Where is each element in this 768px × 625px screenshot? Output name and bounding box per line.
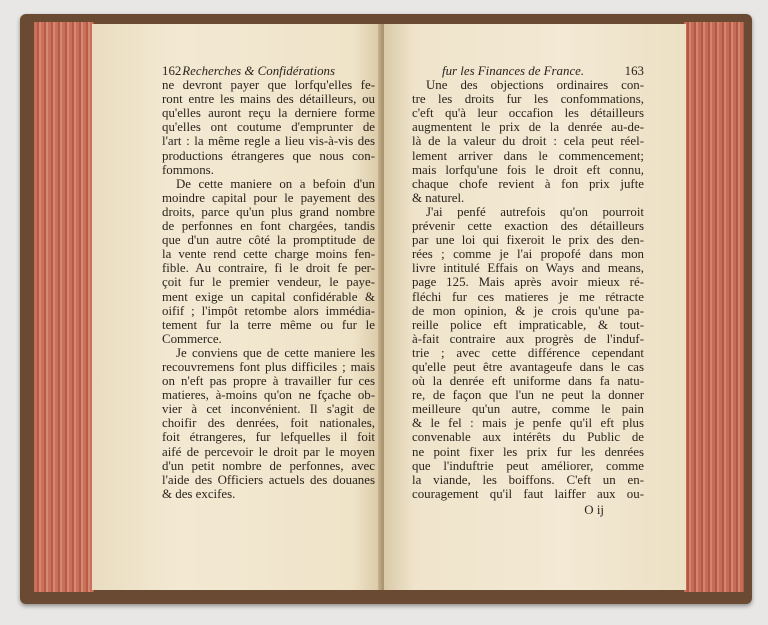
text-line: de perfonnes en font chargées, tandis xyxy=(162,219,375,234)
text-line: vier à cet inconvénient. Il s'agit de xyxy=(162,402,375,417)
page-number: 163 xyxy=(624,64,644,78)
text-line: on n'eft pas propre à travailler fur ces xyxy=(162,374,375,389)
text-line: que d'un autre côté la promptitude de xyxy=(162,233,375,248)
text-line: lement arriver dans le commencement; xyxy=(412,148,644,163)
text-line: ne point fixer les prix fur les denrées xyxy=(412,444,644,459)
text-line: & des excifes. xyxy=(162,486,236,501)
text-line: fible. Au contraire, fi le droit fe per- xyxy=(162,261,375,276)
running-head xyxy=(162,64,375,78)
text-line: J'ai penfé autrefois qu'on pourroit xyxy=(426,204,644,219)
text-line: augmentent le prix de la denrée au-de- xyxy=(412,120,644,135)
signature-mark: O ij xyxy=(584,502,604,517)
text-line: matieres, à-moins qu'on ne fçache ob- xyxy=(162,388,375,403)
text-line: droits, parce qu'un plus grand nombre xyxy=(162,204,375,219)
text-line: c'eft qu'à leur occafion les détailleurs xyxy=(412,106,644,121)
page-number: 162 xyxy=(162,64,182,78)
text-line: la viande, les boiffons. C'eft un en- xyxy=(412,472,644,487)
text-line: rées ; comme je l'ai propofé dans mon xyxy=(412,247,644,262)
text-line: l'aide des Officiers actuels des douanes xyxy=(162,472,375,487)
text-line: re, de façon que l'un ne peut la donner xyxy=(412,388,644,403)
text-line: moindre capital pour le payement des xyxy=(162,190,375,205)
left-page xyxy=(92,24,382,590)
text-line: trie ; avec cette différence cependant xyxy=(412,345,644,360)
text-line: Une des objections ordinaires con- xyxy=(426,78,644,93)
text-line: fléchi fur ces matieres je me rétracte xyxy=(412,289,644,304)
text-line: prévenir cette exaction des détailleurs xyxy=(412,219,644,234)
text-line: & naturel. xyxy=(412,190,465,205)
text-line: convenable aux intérêts du Public de xyxy=(412,430,644,445)
text-line: livre intitulé Effais on Ways and means, xyxy=(412,261,644,276)
right-page xyxy=(384,24,686,590)
text-line: page 125. Mais après avoir mieux ré- xyxy=(412,275,644,290)
text-line: mais lorfqu'une fois le droit eft connu, xyxy=(412,162,644,177)
text-line: la vente rend cette charge moins fen- xyxy=(162,247,375,262)
text-line: qu'elle peut être avantageufe dans le cas xyxy=(412,359,644,374)
running-title: Recherches & Confidérations xyxy=(182,64,335,78)
text-line: là de la valeur du droit : cela peut réel- xyxy=(412,134,644,149)
running-head xyxy=(412,64,644,78)
text-line: Commerce. xyxy=(162,331,222,346)
left-page-edges xyxy=(34,22,94,592)
text-line: chaque chofe revient à fon prix jufte xyxy=(412,176,644,191)
running-title: fur les Finances de France. xyxy=(442,64,585,78)
text-line: couragement qu'il faut laiffer aux ou- xyxy=(412,486,644,501)
text-line: choifir des denrées, foit nationales, xyxy=(162,416,375,431)
text-line: ment exige un capital confidérable & xyxy=(162,289,375,304)
text-line: qu'elles auront reçu la derniere forme xyxy=(162,106,375,121)
text-line: foit étrangeres, fur lefquelles il foit xyxy=(162,430,375,445)
text-line: à-fait contraire aux progrès de l'induf- xyxy=(412,331,644,346)
text-line: d'un petit nombre de perfonnes, avec xyxy=(162,458,375,473)
text-line: çoit fur le premier vendeur, le paye- xyxy=(162,275,375,290)
text-line: Je conviens que de cette maniere les xyxy=(176,345,375,360)
text-line: l'art : la même regle a lieu vis-à-vis des xyxy=(162,134,375,149)
text-line: aifé de percevoir le droit par le moyen xyxy=(162,444,375,459)
text-line: meilleure qu'un autre, comme le pain xyxy=(412,402,644,417)
text-line: où la denrée eft uniforme dans fa natu- xyxy=(412,374,644,389)
text-line: tement fur la terre même ou fur le xyxy=(162,317,375,332)
text-line: qu'elles ont coutume d'emprunter de xyxy=(162,120,375,135)
text-line: productions étrangeres que nous con- xyxy=(162,148,375,163)
text-line: reille police eft impraticable, & tout- xyxy=(412,317,644,332)
text-line: ne devront payer que lorfqu'elles fe- xyxy=(162,78,375,93)
text-line: par une loi qui fixeroit le prix des den- xyxy=(412,233,644,248)
text-line: recouvremens font plus difficiles ; mais xyxy=(162,359,375,374)
right-page-edges xyxy=(684,22,744,592)
text-line: De cette maniere on a befoin d'un xyxy=(176,176,375,191)
text-line: de mon opinion, & je crois qu'une pa- xyxy=(412,303,644,318)
text-line: oifif ; l'impôt retombe alors immédia- xyxy=(162,303,375,318)
text-line: que l'induftrie peut améliorer, comme xyxy=(412,458,644,473)
text-line: & le fel : mais je penfe qu'il eft plus xyxy=(412,416,644,431)
text-line: tre les droits fur les confommations, xyxy=(412,92,644,107)
text-line: ront entre les mains des détailleurs, ou xyxy=(162,92,375,107)
text-line: fommons. xyxy=(162,162,214,177)
